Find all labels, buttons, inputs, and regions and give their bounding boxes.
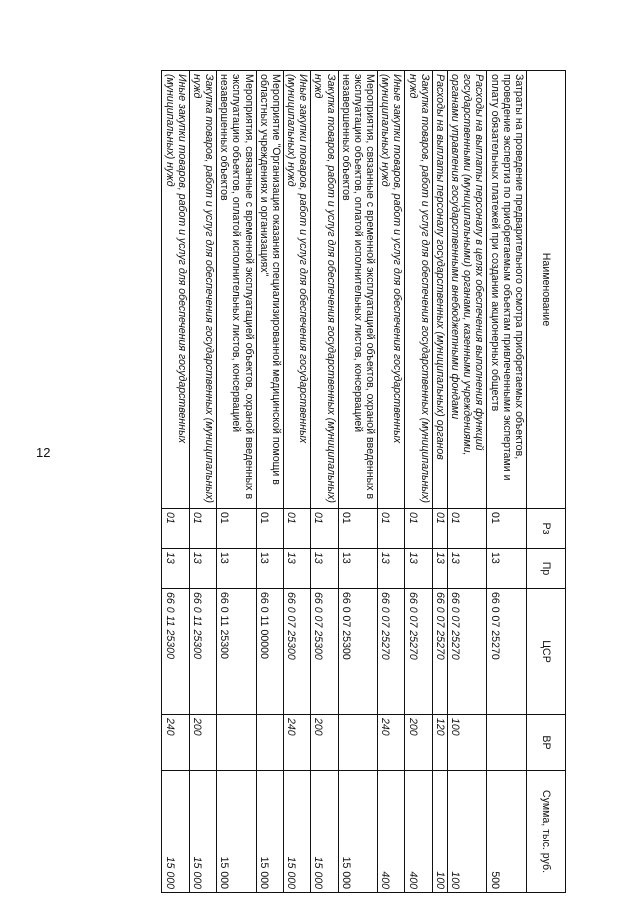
table-row — [432, 71, 447, 893]
cell-name: Затраты на проведение предварительного осмотра приобретаемых объектов, проведение экспертиз по приобретаемым объектам привлеченными экспертами и оплату обязательных платежей при создании акционерных обществ — [487, 71, 527, 509]
cell-csr: 66 0 11 25300 — [162, 589, 189, 715]
cell-name: Закупка товаров, работ и услуг для обеспечения государственных (муниципальных) нужд — [405, 71, 432, 509]
cell-vr — [217, 715, 257, 771]
table-row — [311, 71, 338, 893]
cell-vr — [487, 715, 527, 771]
cell-pr: 13 — [447, 549, 487, 589]
cell-name: Мероприятия, связанные с временной эксплуатацией объектов, охраной введенных в эксплуатацию объектов, оплатой исполнительных листов, консервацией незавершенных объектов — [338, 71, 378, 509]
cell-name: Закупка товаров, работ и услуг для обеспечения государственных (муниципальных) нужд — [189, 71, 216, 509]
cell-name: Иные закупки товаров, работ и услуг для обеспечения государственных (муниципальных) нужд — [378, 71, 405, 509]
cell-rz: 01 — [217, 509, 257, 549]
header-pr: Пр — [527, 549, 566, 589]
table-row — [378, 71, 405, 893]
cell-name: Иные закупки товаров, работ и услуг для обеспечения государственных (муниципальных) нужд — [283, 71, 310, 509]
cell-csr: 66 0 11 25300 — [217, 589, 257, 715]
cell-sum: 500 — [487, 771, 527, 893]
cell-vr: 200 — [405, 715, 432, 771]
cell-name: Иные закупки товаров, работ и услуг для обеспечения государственных (муниципальных) нужд — [162, 71, 189, 509]
cell-rz: 01 — [338, 509, 378, 549]
table-row — [447, 71, 487, 893]
cell-rz: 01 — [162, 509, 189, 549]
cell-pr: 13 — [311, 549, 338, 589]
table-header-row — [527, 71, 566, 893]
cell-vr: 240 — [283, 715, 310, 771]
cell-csr: 66 0 07 25270 — [432, 589, 447, 715]
cell-vr: 100 — [447, 715, 487, 771]
cell-vr: 200 — [311, 715, 338, 771]
cell-sum: 100 — [447, 771, 487, 893]
cell-name: Мероприятия, связанные с временной эксплуатацией объектов, охраной введенных в эксплуатацию объектов, оплатой исполнительных листов, консервацией незавершенных объектов — [217, 71, 257, 509]
cell-sum: 15 000 — [256, 771, 283, 893]
table-row — [217, 71, 257, 893]
header-name: Наименование — [527, 71, 566, 509]
cell-sum: 15 000 — [283, 771, 310, 893]
cell-pr: 13 — [405, 549, 432, 589]
cell-pr: 13 — [338, 549, 378, 589]
cell-rz: 01 — [405, 509, 432, 549]
cell-name: Расходы на выплаты персоналу государственных (муниципальных) органов — [432, 71, 447, 509]
cell-name: Закупка товаров, работ и услуг для обеспечения государственных (муниципальных) нужд — [311, 71, 338, 509]
table-row — [162, 71, 189, 893]
cell-csr: 66 0 07 25300 — [283, 589, 310, 715]
cell-csr: 66 0 07 25270 — [378, 589, 405, 715]
cell-sum: 15 000 — [311, 771, 338, 893]
header-rz: Рз — [527, 509, 566, 549]
cell-pr: 13 — [378, 549, 405, 589]
budget-table — [161, 70, 566, 893]
cell-csr: 66 0 11 25300 — [189, 589, 216, 715]
cell-vr — [338, 715, 378, 771]
cell-vr: 240 — [378, 715, 405, 771]
cell-vr: 120 — [432, 715, 447, 771]
cell-pr: 13 — [162, 549, 189, 589]
cell-pr: 13 — [256, 549, 283, 589]
cell-rz: 01 — [189, 509, 216, 549]
cell-pr: 13 — [217, 549, 257, 589]
cell-name: Расходы на выплаты персоналу в целях обеспечения выполнения функций государственными (муниципальными) органами, казенными учреждениями, органами управления государственными внебюджетными фондами — [447, 71, 487, 509]
cell-rz: 01 — [256, 509, 283, 549]
cell-rz: 01 — [283, 509, 310, 549]
table-row — [256, 71, 283, 893]
cell-csr: 66 0 07 25300 — [338, 589, 378, 715]
cell-rz: 01 — [447, 509, 487, 549]
cell-rz: 01 — [311, 509, 338, 549]
cell-sum: 15 000 — [162, 771, 189, 893]
cell-csr: 66 0 11 00000 — [256, 589, 283, 715]
cell-sum: 15 000 — [338, 771, 378, 893]
cell-sum: 15 000 — [189, 771, 216, 893]
cell-rz: 01 — [378, 509, 405, 549]
cell-vr — [256, 715, 283, 771]
cell-vr: 240 — [162, 715, 189, 771]
cell-csr: 66 0 07 25270 — [487, 589, 527, 715]
cell-name: Мероприятие "Организация оказания специализированной медицинской помощи в областных учреждениях и организациях" — [256, 71, 283, 509]
header-csr: ЦСР — [527, 589, 566, 715]
table-row — [487, 71, 527, 893]
cell-csr: 66 0 07 25270 — [405, 589, 432, 715]
cell-vr: 200 — [189, 715, 216, 771]
header-sum: Сумма, тыс. руб. — [527, 771, 566, 893]
cell-rz: 01 — [432, 509, 447, 549]
cell-sum: 15 000 — [217, 771, 257, 893]
header-vr: ВР — [527, 715, 566, 771]
table-row — [405, 71, 432, 893]
cell-csr: 66 0 07 25270 — [447, 589, 487, 715]
cell-pr: 13 — [432, 549, 447, 589]
cell-csr: 66 0 07 25300 — [311, 589, 338, 715]
page-number: 12 — [36, 445, 51, 460]
cell-sum: 100 — [432, 771, 447, 893]
table-row — [338, 71, 378, 893]
budget-table-rotated — [66, 70, 566, 892]
cell-pr: 13 — [487, 549, 527, 589]
cell-pr: 13 — [283, 549, 310, 589]
cell-rz: 01 — [487, 509, 527, 549]
cell-sum: 400 — [378, 771, 405, 893]
table-row — [283, 71, 310, 893]
table-row — [189, 71, 216, 893]
cell-pr: 13 — [189, 549, 216, 589]
cell-sum: 400 — [405, 771, 432, 893]
